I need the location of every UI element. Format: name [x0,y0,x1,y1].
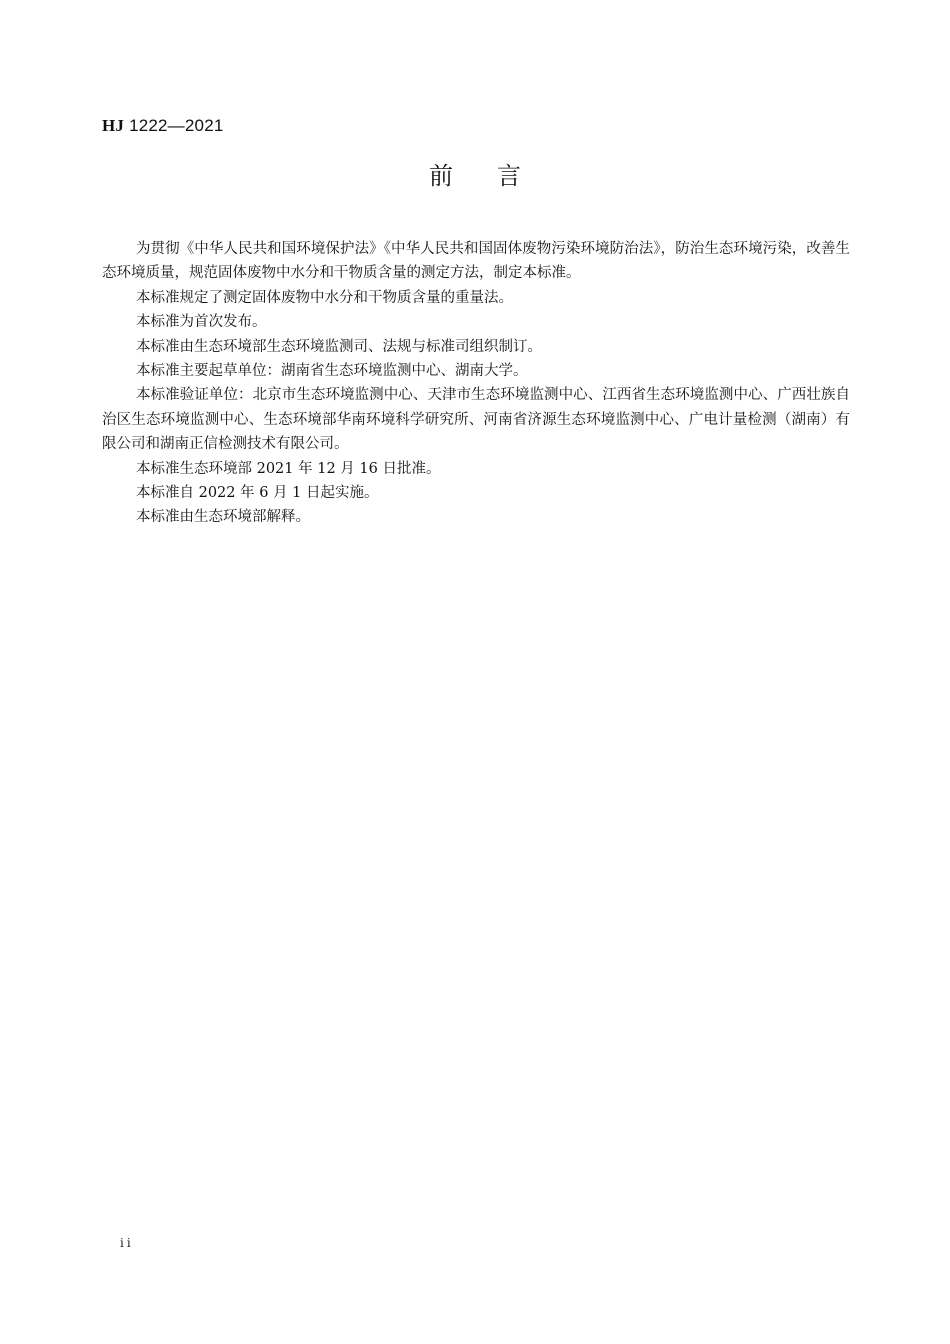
title-char-2: 言 [497,162,521,190]
standard-number: 1222—2021 [129,116,224,135]
paragraph-validators: 本标准验证单位：北京市生态环境监测中心、天津市生态环境监测中心、江西省生态环境监测中心、广西壮族自治区生态环境监测中心、生态环境部华南环境科学研究所、河南省济源生态环境监测中心、广电计量检测（湖南）有限公司和湖南正信检测技术有限公司。 [102,387,850,453]
paragraph-purpose: 为贯彻《中华人民共和国环境保护法》《中华人民共和国固体废物污染环境防治法》，防治生态环境污染，改善生态环境质量，规范固体废物中水分和干物质含量的测定方法，制定本标准。 [102,241,850,282]
page-number: ii [120,1236,134,1250]
paragraph-first-release: 本标准为首次发布。 [136,314,267,331]
paragraph-approval: 本标准生态环境部 2021 年 12 月 16 日批准。 [136,460,441,477]
paragraph-drafters: 本标准主要起草单位：湖南省生态环境监测中心、湖南大学。 [136,363,528,380]
document-header [102,116,224,136]
paragraph-interpretation: 本标准由生态环境部解释。 [136,509,310,526]
title-char-1: 前 [429,162,453,190]
paragraph-scope: 本标准规定了测定固体废物中水分和干物质含量的重量法。 [136,289,513,306]
standard-code: HJ [102,116,125,135]
paragraph-organizer: 本标准由生态环境部生态环境监测司、法规与标准司组织制订。 [136,338,542,355]
paragraph-effective-date: 本标准自 2022 年 6 月 1 日起实施。 [136,485,379,502]
foreword-body [102,237,850,530]
page-title [0,160,950,192]
